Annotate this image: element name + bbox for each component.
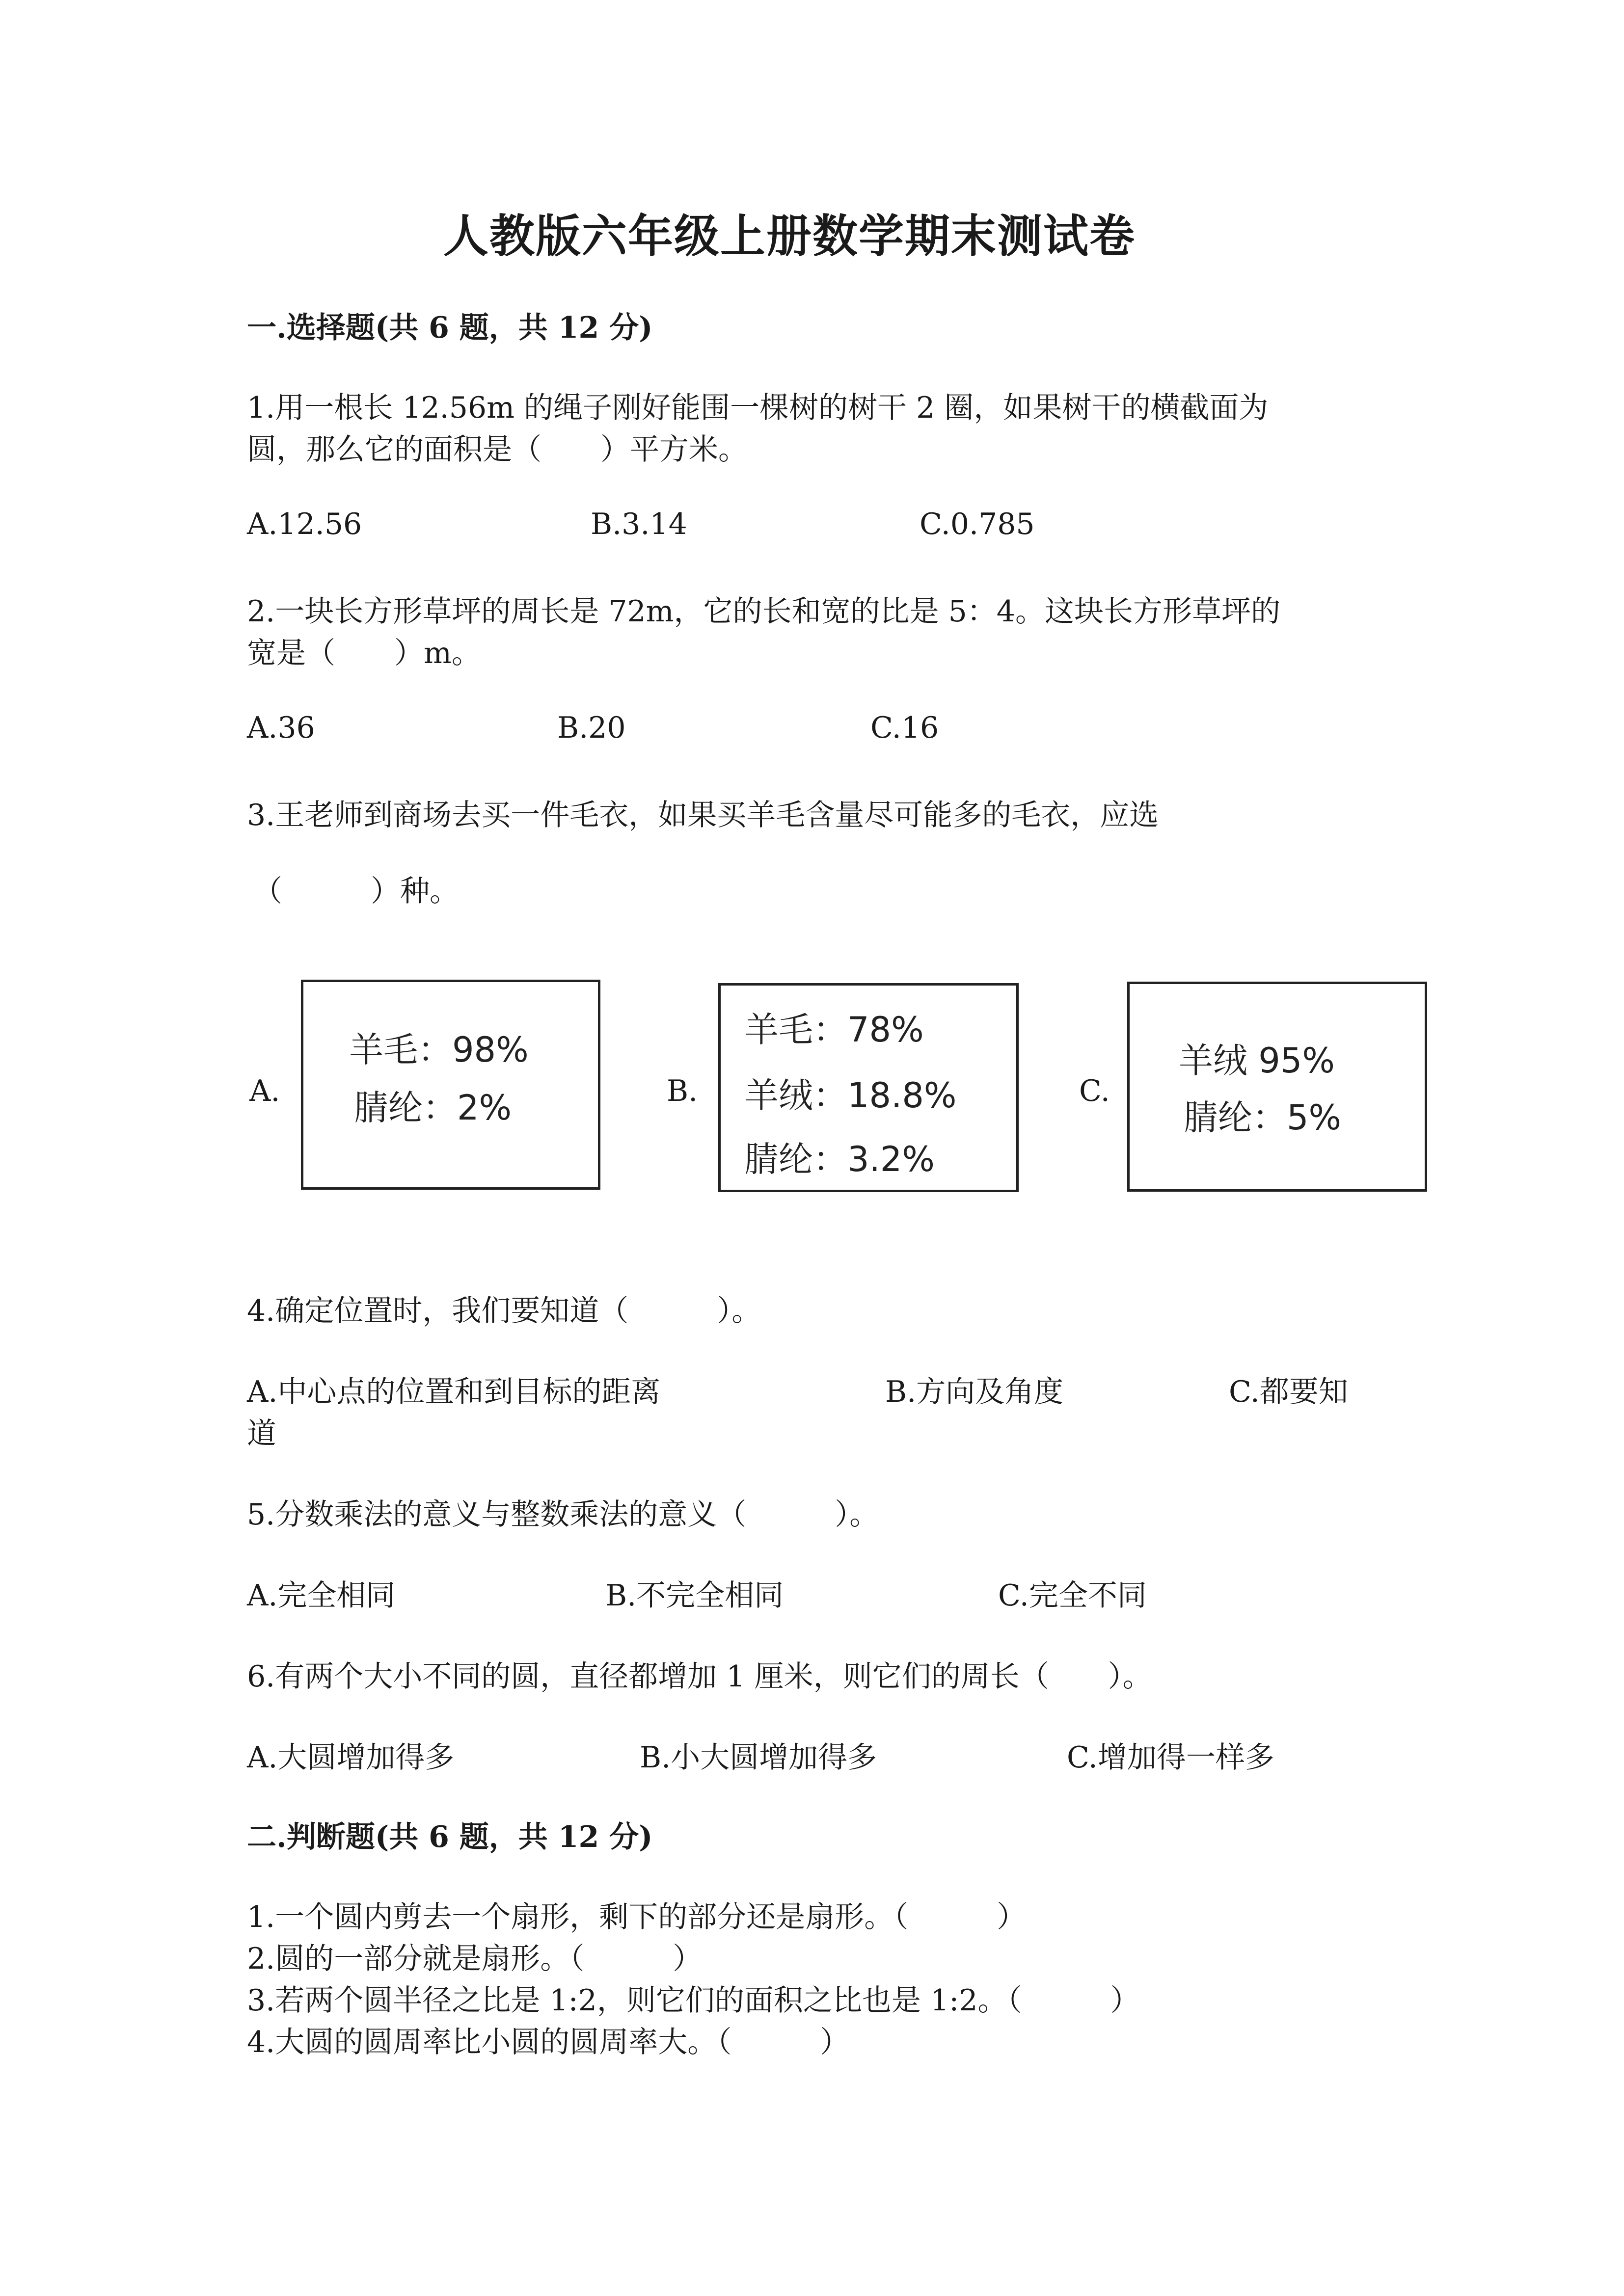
question-3-stem-line-2: （ ）种。 [253, 874, 459, 908]
judgement-item-2: 2.圆的一部分就是扇形。（ ） [247, 1942, 703, 1976]
question-5-option-b: B.不完全相同 [605, 1578, 784, 1613]
question-1-stem-line-1: 1.用一根长 12.56m 的绳子刚好能围一棵树的树干 2 圈，如果树干的横截面为 [247, 391, 1269, 425]
box-c-line-2: 腈纶：5% [1184, 1097, 1342, 1138]
question-3-option-a-label: A. [249, 1074, 280, 1108]
question-4-option-c: C.都要知 [1229, 1375, 1348, 1409]
question-3-option-b-label: B. [667, 1074, 698, 1108]
page-title: 人教版六年级上册数学期末测试卷 [443, 210, 1136, 263]
question-1-stem-line-2: 圆，那么它的面积是（ ）平方米。 [247, 432, 748, 467]
question-2-stem-line-1: 2.一块长方形草坪的周长是 72m，它的长和宽的比是 5：4。这块长方形草坪的 [247, 594, 1280, 629]
question-3-option-c-label: C. [1079, 1074, 1110, 1108]
question-5-stem: 5.分数乘法的意义与整数乘法的意义（ ）。 [247, 1497, 879, 1532]
question-1-option-c: C.0.785 [920, 507, 1035, 541]
question-3-box-a [301, 980, 600, 1190]
section-heading-choice: 一.选择题(共 6 题，共 12 分) [247, 311, 653, 345]
question-4-stem: 4.确定位置时，我们要知道（ ）。 [247, 1294, 761, 1328]
box-b-line-1: 羊毛：78% [744, 1010, 924, 1050]
box-b-line-2: 羊绒：18.8% [744, 1075, 957, 1116]
judgement-item-3: 3.若两个圆半径之比是 1:2，则它们的面积之比也是 1:2。（ ） [247, 1983, 1140, 2018]
question-6-option-a: A.大圆增加得多 [247, 1740, 455, 1775]
question-4-option-b: B.方向及角度 [885, 1375, 1064, 1409]
box-a-line-1: 羊毛：98% [349, 1030, 529, 1070]
box-a-line-2: 腈纶：2% [354, 1088, 512, 1128]
question-5-option-c: C.完全不同 [998, 1578, 1147, 1613]
judgement-item-4: 4.大圆的圆周率比小圆的圆周率大。（ ） [247, 2025, 850, 2059]
question-2-stem-line-2: 宽是（ ）m。 [247, 636, 481, 670]
judgement-item-1: 1.一个圆内剪去一个扇形，剩下的部分还是扇形。（ ） [247, 1900, 1027, 1934]
question-3-stem-line-1: 3.王老师到商场去买一件毛衣，如果买羊毛含量尽可能多的毛衣，应选 [247, 798, 1159, 832]
question-5-option-a: A.完全相同 [247, 1578, 396, 1613]
question-4-option-c-wrap: 道 [247, 1416, 276, 1451]
question-2-option-b: B.20 [557, 711, 626, 745]
question-6-option-b: B.小大圆增加得多 [640, 1740, 877, 1775]
question-4-option-a: A.中心点的位置和到目标的距离 [247, 1375, 661, 1409]
question-1-option-b: B.3.14 [591, 507, 687, 541]
question-3-box-b [718, 983, 1019, 1192]
question-1-option-a: A.12.56 [247, 507, 362, 541]
box-b-line-3: 腈纶：3.2% [744, 1139, 935, 1179]
question-3-box-c [1127, 982, 1427, 1192]
question-2-option-c: C.16 [870, 711, 939, 745]
box-c-line-1: 羊绒 95% [1179, 1041, 1335, 1081]
question-6-stem: 6.有两个大小不同的圆，直径都增加 1 厘米，则它们的周长（ ）。 [247, 1659, 1152, 1694]
section-heading-judgement: 二.判断题(共 6 题，共 12 分) [247, 1820, 653, 1854]
question-2-option-a: A.36 [247, 711, 315, 745]
question-6-option-c: C.增加得一样多 [1067, 1740, 1274, 1775]
